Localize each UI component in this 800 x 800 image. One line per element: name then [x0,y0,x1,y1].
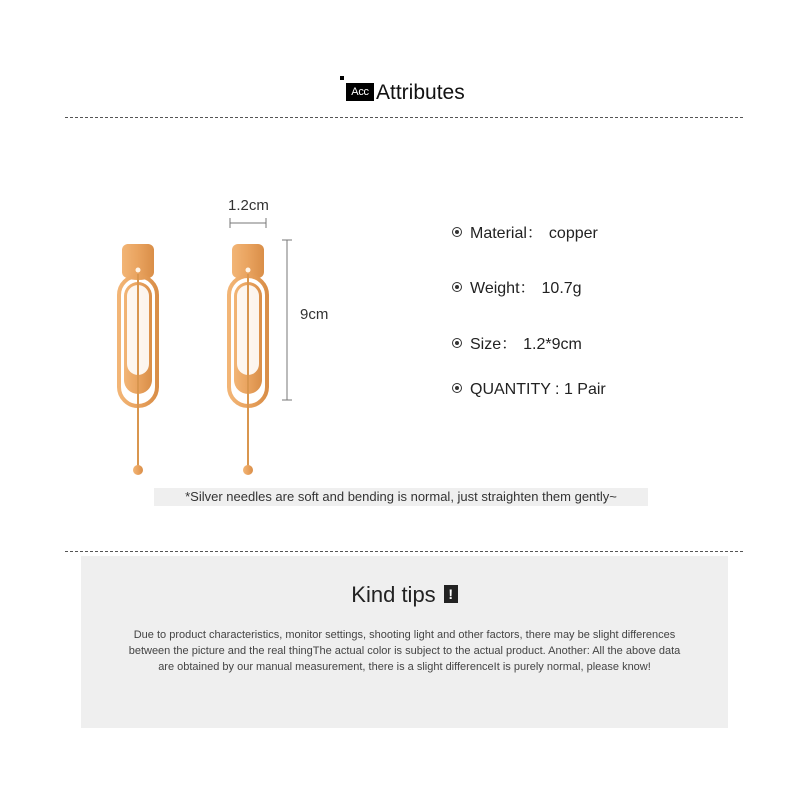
attr-value: 1.2*9cm [523,336,582,353]
attr-quantity [452,381,606,399]
acc-badge: Acc [346,83,374,101]
care-note: *Silver needles are soft and bending is normal, just straighten them gently~ [154,488,648,506]
kind-tips-title-text: Kind tips [351,582,436,607]
header-dot [340,76,344,80]
divider-top [65,117,743,118]
attr-value: 10.7g [541,280,582,297]
bullet-icon [452,338,462,348]
attr-label: Weight： [470,280,536,297]
attr-label: Material： [470,225,543,242]
earring-left [119,244,157,475]
attr-value: copper [548,225,598,242]
divider-bottom [65,551,743,552]
bullet-icon [452,282,462,292]
attr-size [452,331,582,354]
attr-label: QUANTITY : 1 Pair [470,381,606,398]
kind-tips-box [81,556,728,728]
section-title: Attributes [376,81,465,104]
warning-icon: ! [444,585,458,603]
attr-weight [452,275,582,298]
attr-label: Size： [470,336,518,353]
dimension-height-label: 9cm [300,306,329,323]
width-dimension-line [230,218,266,228]
bullet-icon [452,227,462,237]
kind-tips-text: Due to product characteristics, monitor settings, shooting light and other factors, there may be slight differences between the picture and the real thingThe actual color is subject to the actual product. Another: All the above data are obtained by our manual measurement, there is a slight differenceIt is purely normal, please know! [128,629,681,673]
bullet-icon [452,383,462,393]
attr-material [452,220,598,243]
earrings-illustration [100,190,330,480]
dimension-width-label: 1.2cm [228,197,269,214]
height-dimension-line [282,240,292,400]
earring-right [229,244,267,475]
kind-tips-title [81,582,728,608]
